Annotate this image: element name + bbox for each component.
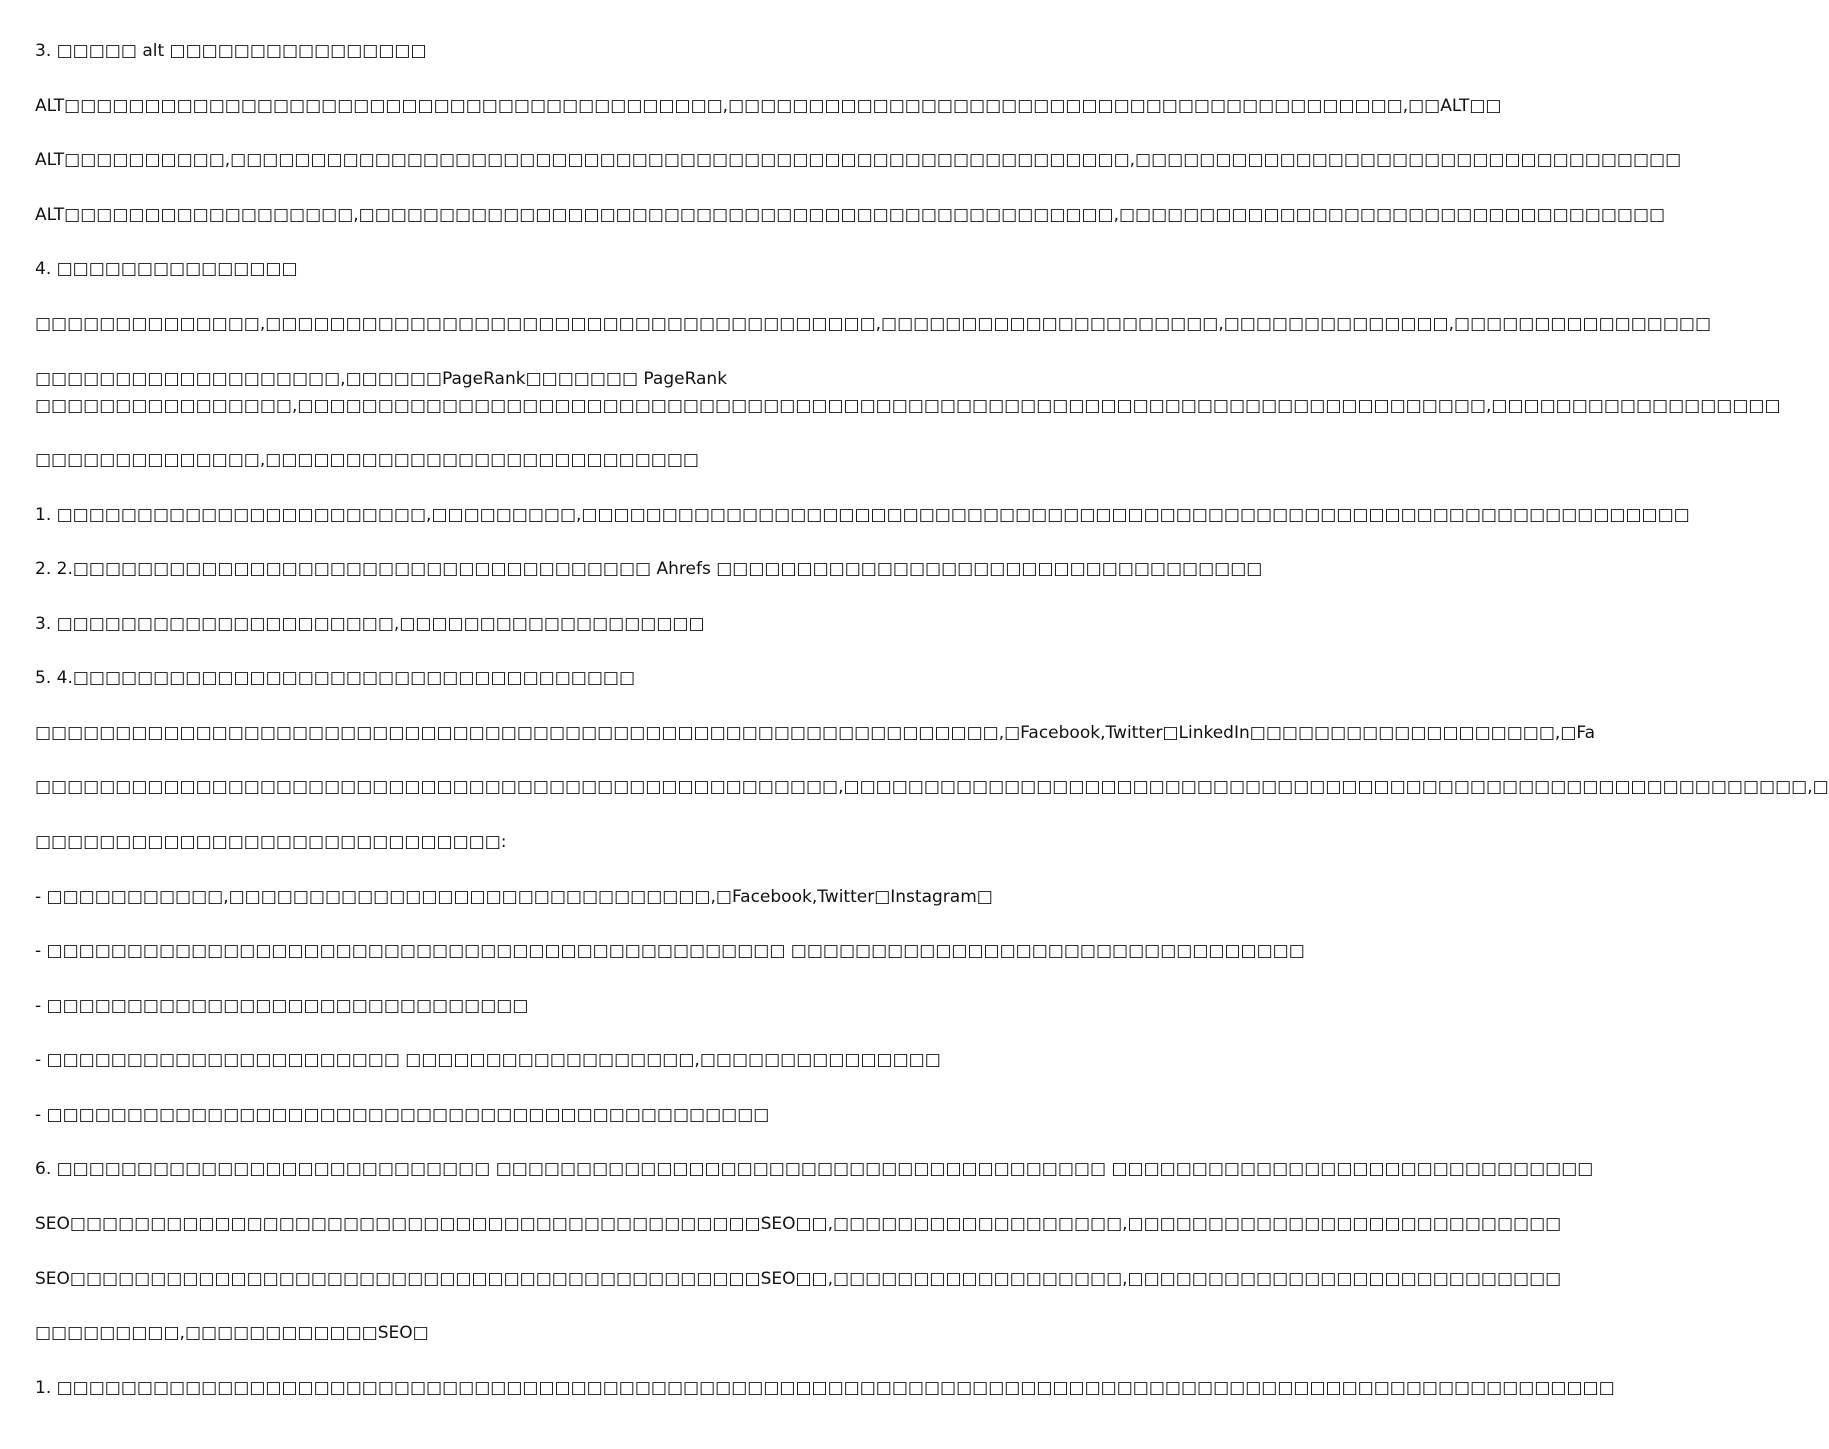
paragraph: □□□□□□□□□,□□□□□□□□□□□□SEO□	[35, 1323, 429, 1343]
paragraph-seo: SEO□□□□□□□□□□□□□□□□□□□□□□□□□□□□□□□□□□□□□□□□□□□SEO□□,□□□□□□□□□□□□□□□□□□,□□□□□□□□□□□□□□□□□□□□□□□□□□□	[35, 1269, 1562, 1289]
list-item: 3. □□□□□□□□□□□□□□□□□□□□□,□□□□□□□□□□□□□□□□□□□	[35, 614, 705, 634]
paragraph: ALT□□□□□□□□□□□□□□□□□□□□□□□□□□□□□□□□□□□□□□□□□,□□□□□□□□□□□□□□□□□□□□□□□□□□□□□□□□□□□□□□□□□□,□□ALT□□	[35, 96, 1502, 116]
bullet-item: - □□□□□□□□□□□,□□□□□□□□□□□□□□□□□□□□□□□□□□□□□□,□Facebook,Twitter□Instagram□	[35, 887, 993, 907]
paragraph-continued: □□□□□□□□□□□□□□□□,□□□□□□□□□□□□□□□□□□□□□□□□□□□□□□□□□□□□□□□□□□□□□□□□□□□□□□□□□□□□□□□□□□□□□□□□□□,□□□□□□□□□□□□□□□□□□	[35, 396, 1781, 416]
paragraph: □□□□□□□□□□□□□□,□□□□□□□□□□□□□□□□□□□□□□□□□□□	[35, 450, 699, 470]
paragraph: □□□□□□□□□□□□□□,□□□□□□□□□□□□□□□□□□□□□□□□□□□□□□□□□□□□□□,□□□□□□□□□□□□□□□□□□□□□,□□□□□□□□□□□□□□,□□□□□□□□□□□□□□□□	[35, 314, 1712, 334]
section-heading-6: 6. □□□□□□□□□□□□□□□□□□□□□□□□□□□ □□□□□□□□□□□□□□□□□□□□□□□□□□□□□□□□□□□□□□ □□□□□□□□□□□□□□□□□□□□□□□□□□□□□□	[35, 1159, 1594, 1179]
list-item: 1. □□□□□□□□□□□□□□□□□□□□□□□,□□□□□□□□□,□□□□□□□□□□□□□□□□□□□□□□□□□□□□□□□□□□□□□□□□□□□□□□□□□□□□□□□□□□□□□□□□□□□□□	[35, 505, 1690, 525]
paragraph-pagerank: □□□□□□□□□□□□□□□□□□□,□□□□□□PageRank□□□□□□□ PageRank	[35, 369, 728, 389]
paragraph: □□□□□□□□□□□□□□□□□□□□□□□□□□□□□□□□□□□□□□□□□□□□□□□□□□,□□□□□□□□□□□□□□□□□□□□□□□□□□□□□□□□□□□□□□□□□□□□□□□□□□□□□□□□□□□□,□	[35, 777, 1829, 797]
paragraph: □□□□□□□□□□□□□□□□□□□□□□□□□□□□□:	[35, 832, 507, 852]
list-item-ahrefs: 2. 2.□□□□□□□□□□□□□□□□□□□□□□□□□□□□□□□□□□□□ Ahrefs □□□□□□□□□□□□□□□□□□□□□□□□□□□□□□□□□□	[35, 559, 1263, 579]
bullet-item: - □□□□□□□□□□□□□□□□□□□□□□□□□□□□□□□□□□□□□□□□□□□□□	[35, 1105, 770, 1125]
bullet-item: - □□□□□□□□□□□□□□□□□□□□□□ □□□□□□□□□□□□□□□□□□,□□□□□□□□□□□□□□□	[35, 1050, 941, 1070]
document-body	[35, 30, 1829, 1430]
section-heading-alt: 3. □□□□□ alt □□□□□□□□□□□□□□□□	[35, 41, 427, 61]
bullet-item: - □□□□□□□□□□□□□□□□□□□□□□□□□□□□□□□□□□□□□□□□□□□□□□ □□□□□□□□□□□□□□□□□□□□□□□□□□□□□□□□	[35, 941, 1305, 961]
paragraph-seo: SEO□□□□□□□□□□□□□□□□□□□□□□□□□□□□□□□□□□□□□□□□□□□SEO□□,□□□□□□□□□□□□□□□□□□,□□□□□□□□□□□□□□□□□□□□□□□□□□□	[35, 1214, 1562, 1234]
section-heading-5: 5. 4.□□□□□□□□□□□□□□□□□□□□□□□□□□□□□□□□□□□	[35, 668, 636, 688]
bullet-item: - □□□□□□□□□□□□□□□□□□□□□□□□□□□□□□	[35, 996, 529, 1016]
paragraph: ALT□□□□□□□□□□□□□□□□□□,□□□□□□□□□□□□□□□□□□□□□□□□□□□□□□□□□□□□□□□□□□□□□□□,□□□□□□□□□□□□□□□□□□□□□□□□□□□□□□□□□□	[35, 205, 1666, 225]
paragraph: ALT□□□□□□□□□□,□□□□□□□□□□□□□□□□□□□□□□□□□□□□□□□□□□□□□□□□□□□□□□□□□□□□□□□□,□□□□□□□□□□□□□□□□□□□□□□□□□□□□□□□□□□	[35, 150, 1682, 170]
list-item: 1. □□□□□□□□□□□□□□□□□□□□□□□□□□□□□□□□□□□□□□□□□□□□□□□□□□□□□□□□□□□□□□□□□□□□□□□□□□□□□□□□□□□□□□□□□□□□□□□□□	[35, 1378, 1615, 1398]
section-heading-4: 4. □□□□□□□□□□□□□□□	[35, 259, 298, 279]
paragraph-social: □□□□□□□□□□□□□□□□□□□□□□□□□□□□□□□□□□□□□□□□□□□□□□□□□□□□□□□□□□□□,□Facebook,Twitter□LinkedIn□□□□□□□□□□□□□□□□□□□,□Fa	[35, 723, 1596, 743]
